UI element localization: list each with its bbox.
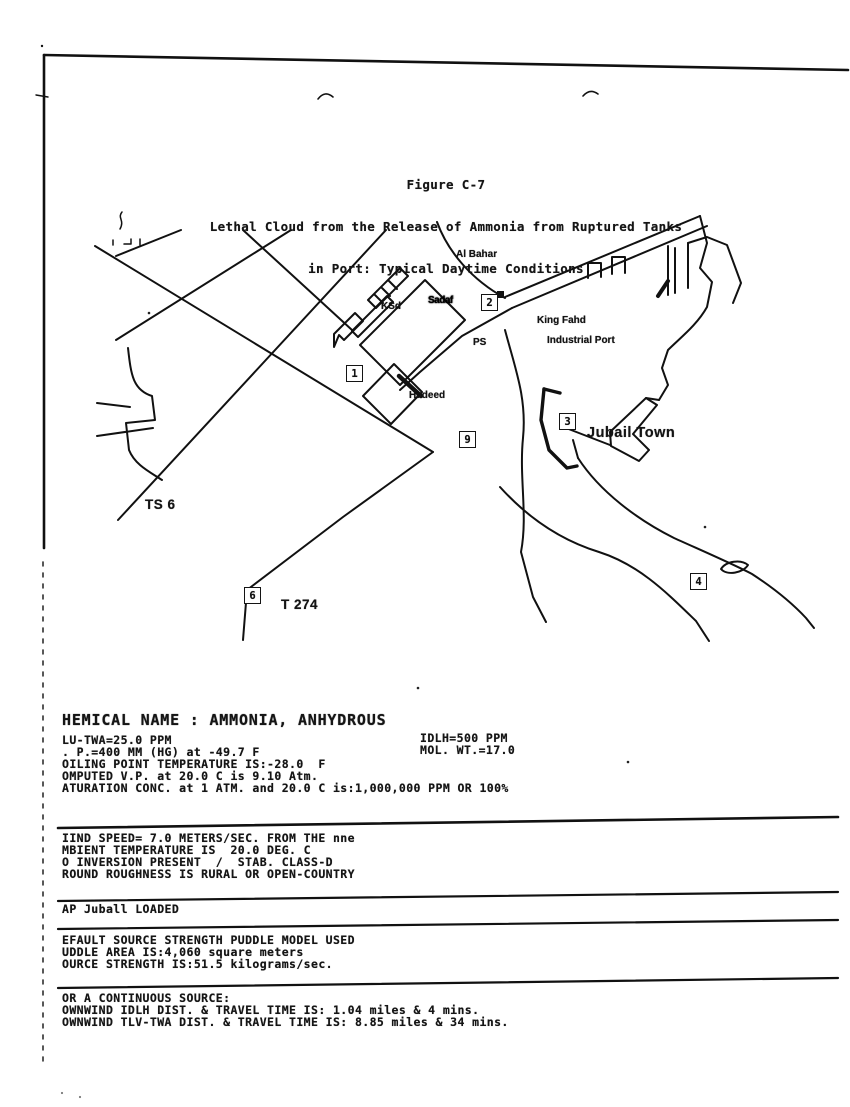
map-label-ts6: TS 6 — [145, 497, 176, 512]
figure-title-line3: in Port: Typical Daytime Conditions — [308, 261, 584, 276]
atmospheric-line: ROUND ROUGHNESS IS RURAL OR OPEN-COUNTRY — [62, 867, 355, 881]
source-line: UDDLE AREA IS:4,060 square meters — [62, 945, 304, 959]
results-block — [62, 992, 509, 1028]
atmospheric-line: MBIENT TEMPERATURE IS 20.0 DEG. C — [62, 843, 312, 857]
property-line: IDLH=500 PPM — [420, 731, 508, 745]
property-line: ATURATION CONC. at 1 ATM. and 20.0 C is:1,000,000 PPM OR 100% — [62, 781, 509, 795]
figure-number: Figure C-7 — [406, 177, 486, 192]
map-marker-9: 9 — [459, 431, 476, 448]
chemical-name-heading: HEMICAL NAME : AMMONIA, ANHYDROUS — [62, 711, 387, 729]
figure-title-line2: Lethal Cloud from the Release of Ammonia from Ruptured Tanks — [209, 219, 683, 234]
atmospheric-block — [62, 832, 355, 880]
result-line: OWNWIND IDLH DIST. & TRAVEL TIME IS: 1.04 miles & 4 mins. — [62, 1003, 480, 1017]
figure-title — [42, 150, 850, 290]
atmospheric-line: IIND SPEED= 7.0 METERS/SEC. FROM THE nne — [62, 831, 355, 845]
map-marker-3: 3 — [559, 413, 576, 430]
chemical-properties-right — [420, 732, 515, 756]
atmospheric-line: O INVERSION PRESENT / STAB. CLASS-D — [62, 855, 333, 869]
source-strength-block — [62, 934, 355, 970]
property-line: OMPUTED V.P. at 20.0 C is 9.10 Atm. — [62, 769, 319, 783]
map-marker-1: 1 — [346, 365, 363, 382]
map-roads — [95, 230, 512, 640]
property-line: . P.=400 MM (HG) at -49.7 F — [62, 745, 260, 759]
map-industrial-blocks — [334, 268, 577, 468]
source-line: EFAULT SOURCE STRENGTH PUDDLE MODEL USED — [62, 933, 355, 947]
source-line: OURCE STRENGTH IS:51.5 kilograms/sec. — [62, 957, 333, 971]
map-label-t274: T 274 — [281, 597, 319, 612]
property-line: OILING POINT TEMPERATURE IS:-28.0 F — [62, 757, 326, 771]
map-label-king-fahd: King Fahd — [537, 315, 586, 326]
property-line: MOL. WT.=17.0 — [420, 743, 516, 757]
scan-arc-marks — [318, 91, 598, 99]
map-label-industrial-port: Industrial Port — [547, 335, 615, 346]
map-label-ps: PS — [473, 337, 487, 348]
map-label-ksd: KSd — [381, 301, 401, 312]
result-line: OWNWIND TLV-TWA DIST. & TRAVEL TIME IS: 8.85 miles & 34 mins. — [62, 1015, 509, 1029]
map-marker-6: 6 — [244, 587, 261, 604]
map-loaded-line: AP Juball LOADED — [62, 902, 180, 916]
map-label-jubail-town: Jubail Town — [587, 425, 676, 441]
map-marker-2: 2 — [481, 294, 498, 311]
property-line: LU-TWA=25.0 PPM — [62, 733, 172, 747]
result-line: OR A CONTINUOUS SOURCE: — [62, 991, 231, 1005]
map-label-al-bahar: Al Bahar — [456, 249, 498, 260]
map-label-sadaf: Sadaf — [428, 295, 453, 306]
map-label-hadeed: Hadeed — [409, 390, 446, 401]
map-marker-4: 4 — [690, 573, 707, 590]
